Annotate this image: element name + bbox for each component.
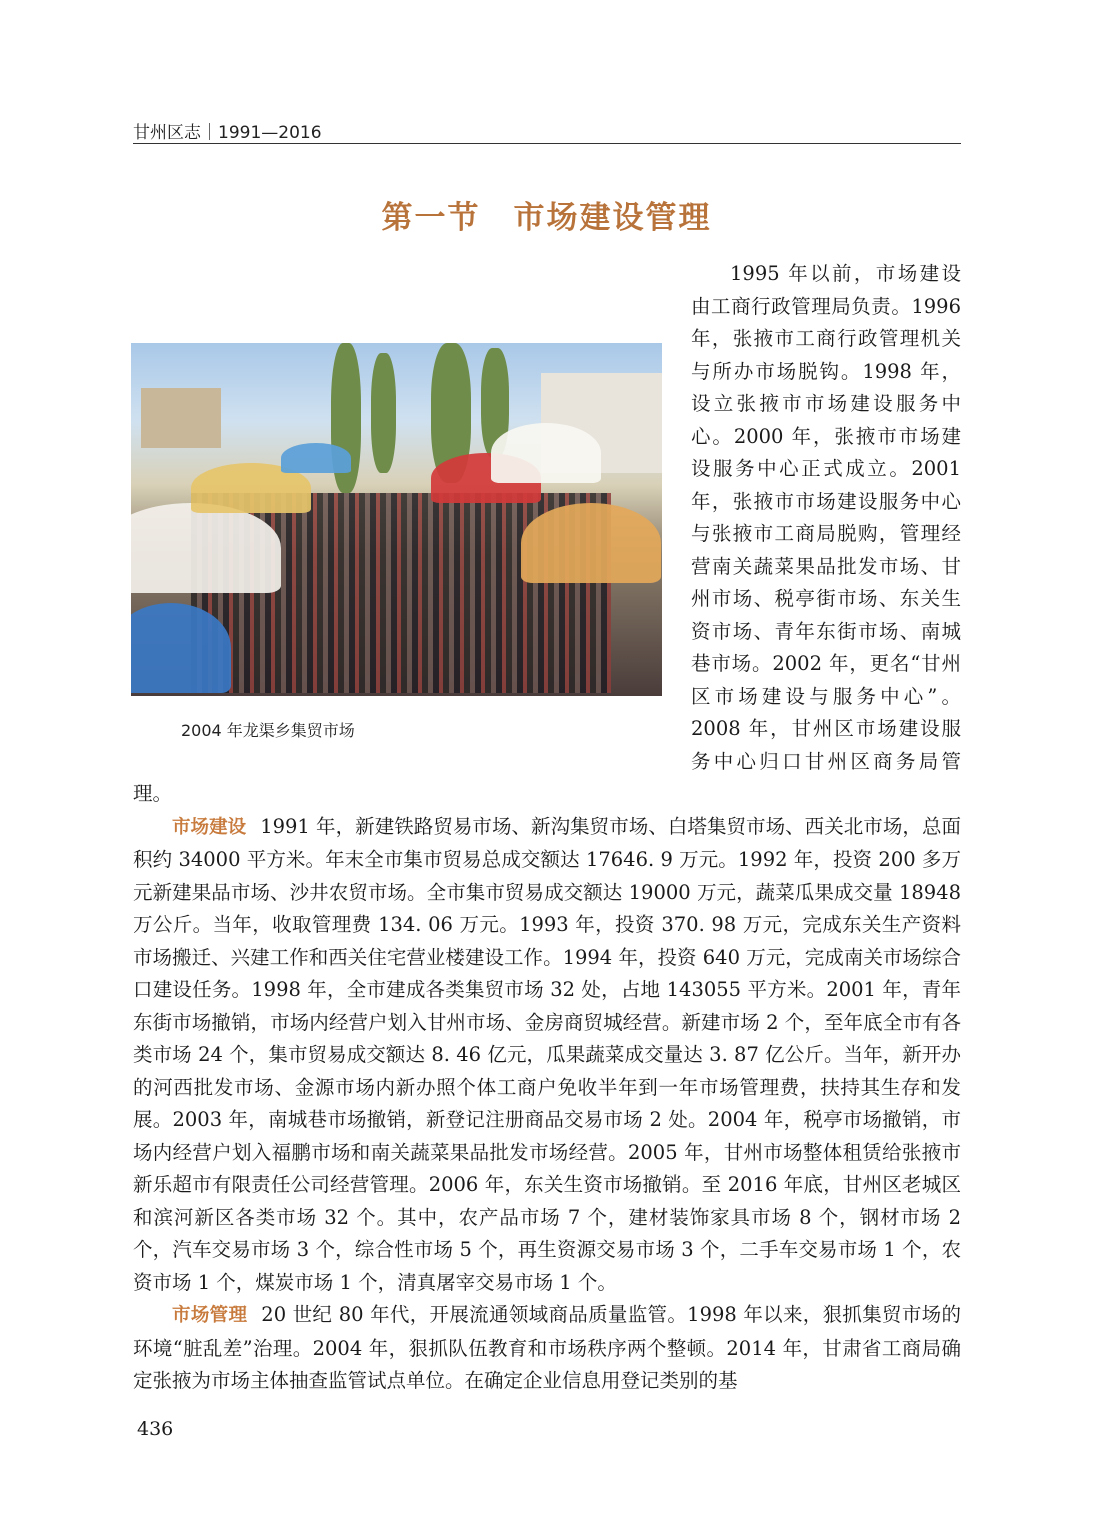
page-number: 436 — [137, 1418, 174, 1440]
photo-space — [133, 323, 671, 751]
paragraph-2-text: 1991 年，新建铁路贸易市场、新沟集贸市场、白塔集贸市场、西关北市场，总面积约 34000 平方米。年末全市集市贸易总成交额达 17646. 9 万元。1992 年，投资 200 多万元新建果品市场、沙井农贸市场。全市集市贸易成交额达 19000 万元，蔬菜瓜果成交量 18948 万公斤。当年，收取管理费 134. 06 万元。1993 年，投资 370. 98 万元，完成东关生产资料市场搬迁、兴建工作和西关住宅营业楼建设工作。1994 年，投资 640 万元，完成南关市场综合口建设任务。1998 年，全市建成各类集贸市场 32 处，占地 143055 平方米。2001 年，青年东街市场撤销，市场内经营户划入甘州市场、金房商贸城经营。新建市场 2 个，至年底全市有各类市场 24 个，集市贸易成交额达 8. 46 亿元，瓜果蔬菜成交量达 3. 87 亿公斤。当年，新开办的河西批发市场、金源市场内新办照个体工商户免收半年到一年市场管理费，扶持其生存和发展。2003 年，南城巷市场撤销，新登记注册商品交易市场 2 处。2004 年，税亭市场撤销，市场内经营户划入福鹏市场和南关蔬菜果品批发市场经营。2005 年，甘州市场整体租赁给张掖市新乐超市有限责任公司经营管理。2006 年，东关生资市场撤销。至 2016 年底，甘州区老城区和滨河新区各类市场 32 个。其中，农产品市场 7 个，建材装饰家具市场 8 个，钢材市场 2 个，汽车交易市场 3 个，综合性市场 5 个，再生资源交易市场 3 个，二手车交易市场 1 个，农资市场 1 个，煤炭市场 1 个，清真屠宰交易市场 1 个。 — [133, 814, 961, 1294]
paragraph-2 — [133, 811, 961, 1300]
body-text — [133, 258, 961, 1398]
running-header: 甘州区志｜1991—2016 — [133, 123, 322, 143]
subhead-market-management: 市场管理 — [172, 1305, 248, 1326]
paragraph-1-text: 1995 年以前，市场建设由工商行政管理局负责。1996 年，张掖市工商行政管理机关与所办市场脱钩。1998 年，设立张掖市市场建设服务中心。2000 年，张掖市市场建设服务中心正式成立。2001 年，张掖市市场建设服务中心与张掖市工商局脱购，管理经营南关蔬菜果品批发市场、甘州市场、税亭街市场、东关生资市场、青年东街市场、南城巷市场。2002 年，更名“甘州区市场建设与服务中心”。2008 年，甘州区市场建设服务中心归口甘州区商务局管理。 — [133, 262, 961, 805]
subhead-market-construction: 市场建设 — [172, 816, 247, 838]
photo-caption: 2004 年龙渠乡集贸市场 — [181, 721, 355, 740]
paragraph-3-text: 20 世纪 80 年代，开展流通领域商品质量监管。1998 年以来，狠抓集贸市场的环境“脏乱差”治理。2004 年，狠抓队伍教育和市场秩序两个整顿。2014 年，甘肃省工商局确定张掖为市场主体抽查监管试点单位。在确定企业信息用登记类别的基 — [133, 1303, 961, 1392]
paragraph-1 — [133, 258, 961, 811]
paragraph-3 — [133, 1299, 961, 1398]
section-title: 第一节 市场建设管理 — [381, 200, 712, 236]
header-rule — [133, 143, 961, 144]
